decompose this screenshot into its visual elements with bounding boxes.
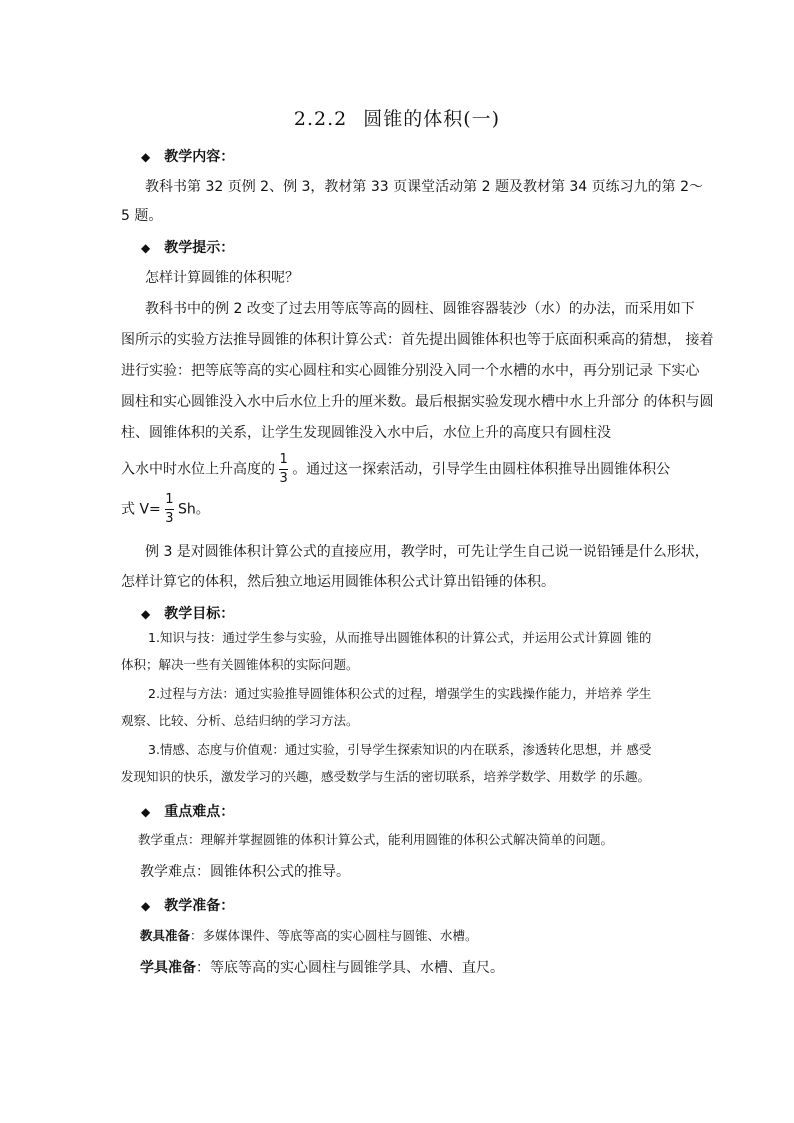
key-difficulty: 教学难点：圆锥体积公式的推导。: [140, 864, 350, 880]
diamond-bullet-icon: ◆: [141, 150, 151, 164]
hint-para1-line4: 圆柱和实心圆锥没入水中后水位上升的厘米数。最后根据实验发现水槽中水上升部分 的体积与圆: [121, 394, 714, 410]
hint-question: 怎样计算圆锥的体积呢？: [145, 270, 299, 286]
hint-para2-line1: 例 3 是对圆锥体积计算公式的直接应用，教学时，可先让学生自己说一说铅锤是什么形状，: [145, 544, 709, 560]
goal-2-line1: 2.过程与方法：通过实验推导圆锥体积公式的过程，增强学生的实践操作能力，并培养 学生: [148, 686, 652, 701]
fraction-formula: $\frac{1}{3}$: [165, 492, 174, 526]
diamond-bullet-icon: ◆: [141, 241, 151, 255]
title-number: 2.2.2: [293, 108, 348, 130]
section-prep-heading: ◆ 教学准备：: [141, 898, 235, 914]
diamond-bullet-icon: ◆: [141, 805, 151, 819]
goal-3-line2: 发现知识的快乐，激发学习的兴趣，感受数学与生活的密切联系，培养学数学、用数学 的乐趣。: [121, 769, 650, 784]
content-line-1: 教科书第 32 页例 2、例 3，教材第 33 页课堂活动第 2 题及教材第 34 页练习九的第 2～: [145, 179, 704, 195]
key-focus: 教学重点：理解并掌握圆锥的体积计算公式，能利用圆锥的体积公式解决简单的问题。: [138, 832, 614, 847]
prep-teacher: 教具准备：多媒体课件、等底等高的实心圆柱与圆锥、水槽。: [140, 928, 478, 943]
hint-para1-line7: 式 V= $\frac{1}{3}$ Sh。: [121, 492, 210, 526]
section-goals-heading: ◆ 教学目标：: [141, 606, 235, 622]
prep-student: 学具准备：等底等高的实心圆柱与圆锥学具、水槽、直尺。: [140, 960, 504, 976]
fraction-one-third: $\frac{1}{3}$: [279, 452, 288, 486]
goal-1-line2: 体积；解决一些有关圆锥体积的实际问题。: [121, 657, 359, 672]
section-key-heading: ◆ 重点难点：: [141, 804, 235, 820]
title-text: 圆锥的体积(一): [363, 108, 501, 130]
hint-para1-line1: 教科书中的例 2 改变了过去用等底等高的圆柱、圆锥容器装沙（水）的办法，而采用如下: [145, 301, 695, 317]
section-hint-heading: ◆ 教学提示：: [141, 240, 235, 256]
hint-para2-line2: 怎样计算它的体积，然后独立地运用圆锥体积公式计算出铅锤的体积。: [121, 574, 555, 590]
content-line-2: 5 题。: [121, 208, 163, 224]
page-title: [0, 104, 794, 131]
diamond-bullet-icon: ◆: [141, 607, 151, 621]
hint-para1-line5: 柱、圆锥体积的关系，让学生发现圆锥没入水中后，水位上升的高度只有圆柱没: [121, 425, 611, 441]
hint-para1-line3: 进行实验：把等底等高的实心圆柱和实心圆锥分别没入同一个水槽的水中，再分别记录 下实心: [121, 363, 700, 379]
goal-1-line1: 1.知识与技：通过学生参与实验，从而推导出圆锥体积的计算公式，并运用公式计算圆 锥的: [148, 630, 652, 645]
section-content-heading: ◆ 教学内容：: [141, 149, 235, 165]
goal-3-line1: 3.情感、态度与价值观：通过实验，引导学生探索知识的内在联系，渗透转化思想，并 感受: [148, 742, 652, 757]
goal-2-line2: 观察、比较、分析、总结归纳的学习方法。: [121, 713, 359, 728]
hint-para1-line6: 入水中时水位上升高度的 $\frac{1}{3}$ 。通过这一探索活动，引导学生由圆柱体积推导出圆锥体积公: [121, 452, 671, 486]
hint-para1-line2: 图所示的实验方法推导圆锥的体积计算公式：首先提出圆锥体积也等于底面积乘高的猜想， 接着: [121, 332, 714, 348]
diamond-bullet-icon: ◆: [141, 899, 151, 913]
